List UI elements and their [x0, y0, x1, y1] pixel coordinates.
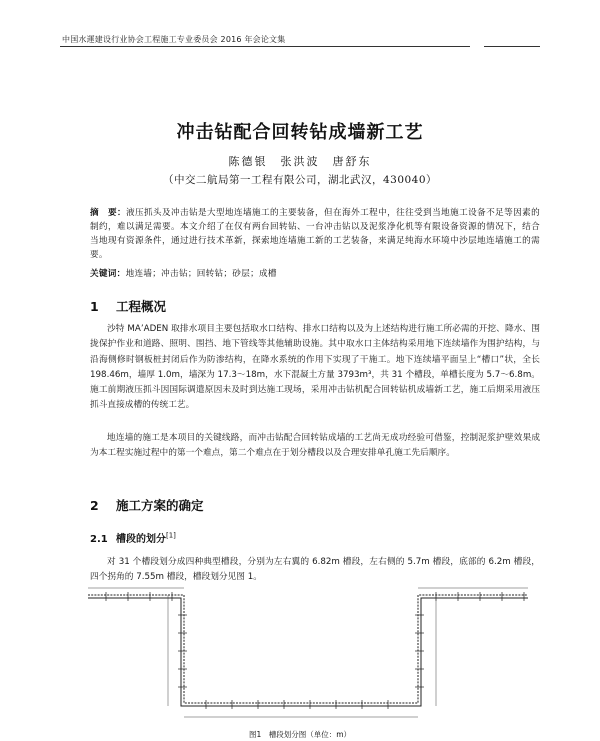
affiliation: （中交二航局第一工程有限公司，湖北武汉，430040）: [162, 174, 438, 186]
figure-1-diagram: [84, 585, 544, 725]
header-rule: [60, 46, 470, 47]
subsection-2-1-number: 2.1: [90, 534, 108, 545]
abstract: [90, 206, 540, 262]
diaphragm-wall-outline: [88, 595, 528, 706]
dimension-lines: [88, 588, 528, 717]
running-header: 中国水運建设行业协会工程施工专业委员会 2016 年会论文集: [62, 35, 286, 44]
keywords-label: 关键词：: [90, 269, 126, 279]
subsection-2-1-ref: [1]: [166, 531, 176, 540]
subsection-2-1-heading: [90, 530, 176, 545]
paper-title: 冲击钻配合回转钻成墙新工艺: [176, 122, 424, 143]
section-2-number: 2: [90, 498, 99, 513]
abstract-text: 液压抓头及冲击钻是大型地连墙施工的主要装备，但在海外工程中，往往受到当地施工设备不足等因素的制约，难以满足需要。本文介绍了在仅有两台回转钻、一台冲击钻以及泥浆净化机等有限设备资源的情况下，结合当地现有资源条件，通过进行技术革新，探索地连墙施工新的工艺装备，来满足纯海水环境中沙层地连墙施工的需要。: [90, 208, 540, 260]
section-2-title: 施工方案的确定: [116, 498, 204, 513]
keywords-text: 地连墙；冲击钻；回转钻；砂层；成槽: [125, 269, 277, 279]
header-rule-short: [484, 46, 540, 47]
section-1-paragraph-2: 地连墙的施工是本项目的关键线路，而冲击钻配合回转钻成墙的工艺尚无成功经验可借鉴，控制泥浆护壁效果成为本工程实施过程中的第一个难点，第二个难点在于划分槽段以及合理安排单孔施工先后顺序。: [90, 433, 540, 459]
section-1-heading: [90, 297, 166, 315]
section-2-heading: [90, 496, 204, 514]
abstract-label: 摘 要：: [90, 208, 127, 218]
section-1-number: 1: [90, 299, 99, 314]
figure-1-caption: 图1 槽段划分图（单位：m）: [248, 730, 352, 739]
subsection-2-1-title: 槽段的划分: [116, 534, 166, 545]
section-1-paragraph-1: 沙特 MA’ADEN 取排水项目主要包括取水口结构、排水口结构以及为上述结构进行施工所必需的开挖、降水、围拢保护作业和道路、照明、围挡、地下管线等其他辅助设施。其中取水口主体结构采用地下连续墙作为围护结构，与沿海侧修时钢板桩封闭后作为防渗结构，在降水系统的作用下实现了干施工。地下连续墙平面呈上“槽口”状，全长 198.46m，墙厚 1.0m，墙深为 17.3～18m，水下混凝土方量 3793m³，共 31 个槽段，单槽长度为 5.7～6.8m。施工前期液压抓斗因国际调遣原因未及时到达施工现场，采用冲击钻机配合回转钻机成墙新工艺，施工后期采用液压抓斗直接成槽的传统工艺。: [90, 324, 540, 411]
panel-dividers: [106, 592, 524, 709]
section-1-title: 工程概况: [116, 299, 167, 314]
authors: 陈德银 张洪波 唐舒东: [228, 155, 372, 168]
keywords: [90, 267, 540, 279]
subsection-2-1-paragraph: 对 31 个槽段划分成四种典型槽段，分别为左右翼的 6.82m 槽段，左右侧的 5.7m 槽段，底部的 6.2m 槽段，四个拐角的 7.55m 槽段，槽段划分见图 1。: [90, 557, 540, 583]
